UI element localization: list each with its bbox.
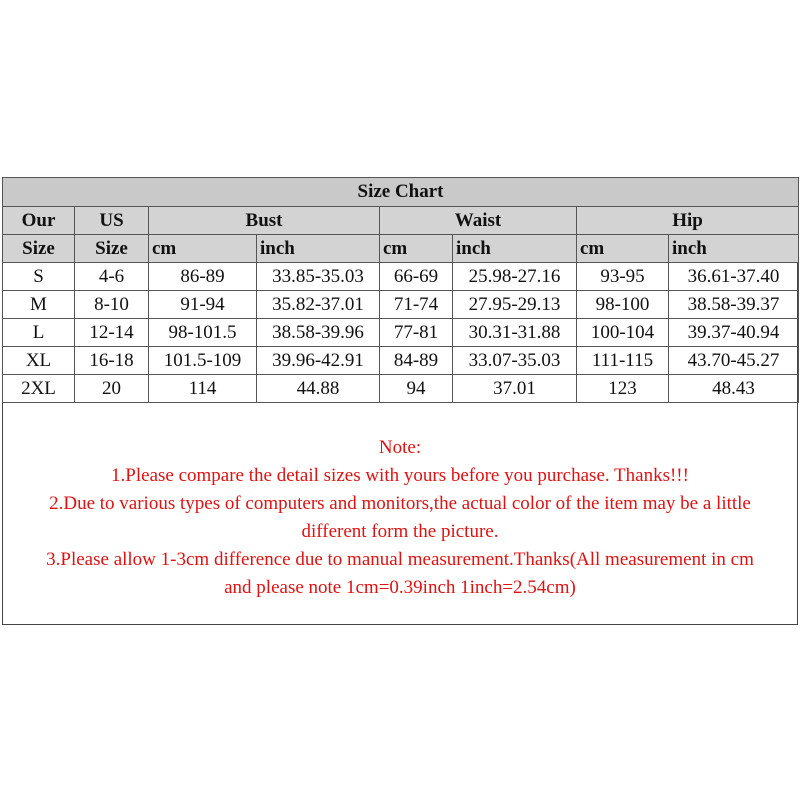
size-chart-table [2, 177, 799, 403]
us-size-cell: 16-18 [75, 347, 149, 375]
bust-header: Bust [149, 207, 380, 235]
size-chart-sheet [2, 177, 798, 625]
note-line-3a: 3.Please allow 1-3cm difference due to manual measurement.Thanks(All measurement in cm [46, 549, 754, 570]
hip-inch-header: inch [669, 235, 799, 263]
us-size-header-bottom: Size [75, 235, 149, 263]
waist-inch-cell: 33.07-35.03 [453, 347, 577, 375]
us-size-cell: 20 [75, 375, 149, 403]
table-row [3, 375, 799, 403]
our-size-cell: XL [3, 347, 75, 375]
bust-cm-cell: 91-94 [149, 291, 257, 319]
waist-cm-cell: 94 [380, 375, 453, 403]
bust-inch-cell: 39.96-42.91 [257, 347, 380, 375]
our-size-cell: S [3, 263, 75, 291]
hip-cm-cell: 93-95 [577, 263, 669, 291]
our-size-cell: 2XL [3, 375, 75, 403]
bust-inch-cell: 35.82-37.01 [257, 291, 380, 319]
bust-inch-cell: 44.88 [257, 375, 380, 403]
waist-cm-cell: 84-89 [380, 347, 453, 375]
size-chart-title: Size Chart [3, 178, 799, 207]
waist-header: Waist [380, 207, 577, 235]
waist-inch-header: inch [453, 235, 577, 263]
waist-cm-cell: 77-81 [380, 319, 453, 347]
our-size-header-bottom: Size [3, 235, 75, 263]
hip-cm-header: cm [577, 235, 669, 263]
table-row [3, 319, 799, 347]
size-rows [3, 263, 799, 403]
our-size-header-top: Our [3, 207, 75, 235]
note-line-3b: and please note 1cm=0.39inch 1inch=2.54cm) [224, 577, 576, 598]
us-size-cell: 4-6 [75, 263, 149, 291]
us-size-cell: 12-14 [75, 319, 149, 347]
hip-cm-cell: 111-115 [577, 347, 669, 375]
note-line-1: 1.Please compare the detail sizes with yours before you purchase. Thanks!!! [111, 465, 689, 486]
waist-cm-cell: 71-74 [380, 291, 453, 319]
our-size-cell: M [3, 291, 75, 319]
bust-cm-cell: 86-89 [149, 263, 257, 291]
bust-inch-header: inch [257, 235, 380, 263]
hip-inch-cell: 43.70-45.27 [669, 347, 799, 375]
note-heading: Note: [378, 437, 422, 458]
waist-inch-cell: 27.95-29.13 [453, 291, 577, 319]
us-size-header-top: US [75, 207, 149, 235]
our-size-cell: L [3, 319, 75, 347]
bust-cm-header: cm [149, 235, 257, 263]
us-size-cell: 8-10 [75, 291, 149, 319]
table-row [3, 291, 799, 319]
waist-cm-cell: 66-69 [380, 263, 453, 291]
waist-inch-cell: 30.31-31.88 [453, 319, 577, 347]
bust-inch-cell: 33.85-35.03 [257, 263, 380, 291]
hip-cm-cell: 98-100 [577, 291, 669, 319]
notes-block [3, 434, 797, 602]
note-line-2a: 2.Due to various types of computers and monitors,the actual color of the item may be a little [49, 493, 751, 514]
table-row [3, 263, 799, 291]
hip-inch-cell: 48.43 [669, 375, 799, 403]
note-line-2b: different form the picture. [301, 521, 499, 542]
hip-inch-cell: 38.58-39.37 [669, 291, 799, 319]
bust-cm-cell: 114 [149, 375, 257, 403]
hip-inch-cell: 39.37-40.94 [669, 319, 799, 347]
waist-inch-cell: 25.98-27.16 [453, 263, 577, 291]
table-row [3, 347, 799, 375]
hip-inch-cell: 36.61-37.40 [669, 263, 799, 291]
hip-cm-cell: 123 [577, 375, 669, 403]
bust-cm-cell: 101.5-109 [149, 347, 257, 375]
waist-inch-cell: 37.01 [453, 375, 577, 403]
waist-cm-header: cm [380, 235, 453, 263]
bust-cm-cell: 98-101.5 [149, 319, 257, 347]
bust-inch-cell: 38.58-39.96 [257, 319, 380, 347]
hip-cm-cell: 100-104 [577, 319, 669, 347]
hip-header: Hip [577, 207, 799, 235]
